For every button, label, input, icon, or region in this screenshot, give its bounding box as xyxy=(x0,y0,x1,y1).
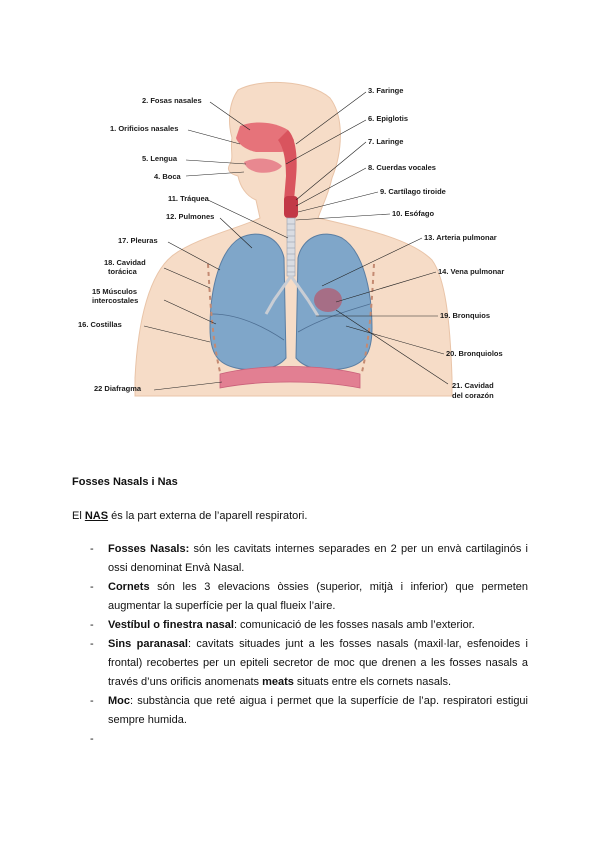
list-item: - Moc: substància que reté aigua i permet que la superfície de l’ap. respiratori estigui sempre humida. xyxy=(90,695,528,726)
term-fosses-nasals: Fosses Nasals: xyxy=(108,543,190,555)
list-item: - Sins paranasal: cavitats situades junt a les fosses nasals (maxil·lar, esfenoides i frontal) recobertes per un epiteli secretor de moc que drenen a les fosses nasals a través d’uns orificis anomenats meats situats entre els cornets nasals. xyxy=(90,638,528,688)
intro-paragraph xyxy=(72,510,307,522)
label-lengua: 5. Lengua xyxy=(142,154,178,163)
label-musculos-intercostales-1: 15 Músculos xyxy=(92,287,138,296)
label-faringe: 3. Faringe xyxy=(368,86,404,95)
label-boca: 4. Boca xyxy=(154,172,181,181)
definitions-list: - Fosses Nasals: són les cavitats internes separades en 2 per un envà cartilaginós i ossi denominat Envà Nasal. - Cornets són les 3 elevacions òssies (superior, mitjà i inferior) que permeten augmentar la superfície per la qual flueix l’aire. - Vestíbul o finestra nasal: comunicació de les fosses nasals amb l’exterior. - Sins paranasal: cavitats situades junt a les fosses nasals (maxil·lar, esfenoides i frontal) recobertes per un epiteli secretor de moc que drenen a les fosses nasals a través d’uns orificis anomenats meats situats entre els cornets nasals. - Moc: substància que reté aigua i permet que la superfície de l’ap. respiratori estigui sempre humida. - xyxy=(72,540,528,730)
label-cavidad-corazon-2: del corazón xyxy=(452,391,494,400)
trachea xyxy=(287,218,295,276)
definition-text: : substància que reté aigua i permet que la superfície de l’ap. respiratori estigui sempre humida. xyxy=(108,695,528,726)
label-traquea: 11. Tráquea xyxy=(168,194,209,203)
label-epiglotis: 6. Epiglotis xyxy=(368,114,409,123)
larynx xyxy=(284,196,298,218)
list-item: - Vestíbul o finestra nasal: comunicació de les fosses nasals amb l’exterior. xyxy=(90,619,475,631)
label-arteria-pulmonar: 13. Arteria pulmonar xyxy=(424,233,497,242)
heart-area xyxy=(314,288,342,312)
term-vestibul: Vestíbul o finestra nasal xyxy=(108,619,234,631)
label-orificios-nasales: 1. Orificios nasales xyxy=(110,124,179,133)
label-fosas-nasales: 2. Fosas nasales xyxy=(142,96,202,105)
intro-term-nas: NAS xyxy=(84,510,109,522)
label-pulmones: 12. Pulmones xyxy=(166,212,215,221)
label-bronquiolos: 20. Bronquiolos xyxy=(446,349,503,358)
definition-text: són les 3 elevacions òssies (superior, mitjà i inferior) que permeten augmentar la superfície per la qual flueix l’aire. xyxy=(108,581,528,612)
definition-text: : cavitats situades junt a les fosses nasals (maxil·lar, esfenoides i frontal) recobertes per un epiteli secretor de moc que drenen a les fosses nasals a través d’uns orificis anomenats xyxy=(108,638,528,688)
intro-suffix: és la part externa de l’aparell respiratori. xyxy=(108,510,308,522)
definition-text: : comunicació de les fosses nasals amb l’exterior. xyxy=(233,619,475,631)
term-moc: Moc xyxy=(108,695,130,707)
term-sins-paranasal: Sins paranasal xyxy=(108,638,188,650)
definition-text-tail: situats entre els cornets nasals. xyxy=(293,676,452,688)
label-musculos-intercostales-2: intercostales xyxy=(92,296,139,305)
term-cornets: Cornets xyxy=(108,581,150,593)
label-diafragma: 22 Diafragma xyxy=(94,384,142,393)
label-cavidad-toracica-1: 18. Cavidad xyxy=(104,258,146,267)
label-cavidad-corazon-1: 21. Cavidad xyxy=(452,381,494,390)
label-costillas: 16. Costillas xyxy=(78,320,122,329)
respiratory-system-diagram xyxy=(60,78,540,408)
label-vena-pulmonar: 14. Vena pulmonar xyxy=(438,267,505,276)
label-laringe: 7. Laringe xyxy=(368,137,404,146)
label-bronquios: 19. Bronquios xyxy=(440,311,491,320)
label-pleuras: 17. Pleuras xyxy=(118,236,158,245)
label-cuerdas-vocales: 8. Cuerdas vocales xyxy=(368,163,436,172)
intro-prefix: El xyxy=(72,510,85,522)
definition-text: són les cavitats internes separades en 2 per un envà cartilaginós i ossi denominat Envà Nasal. xyxy=(108,543,528,574)
label-esofago: 10. Esófago xyxy=(392,209,435,218)
list-item: - Cornets són les 3 elevacions òssies (superior, mitjà i inferior) que permeten augmentar la superfície per la qual flueix l’aire. xyxy=(90,581,528,612)
list-item: - Fosses Nasals: són les cavitats internes separades en 2 per un envà cartilaginós i ossi denominat Envà Nasal. xyxy=(90,543,528,574)
label-cavidad-toracica-2: torácica xyxy=(108,267,137,276)
term-meats: meats xyxy=(262,676,294,688)
section-heading: Fosses Nasals i Nas xyxy=(72,476,178,488)
label-cartilago-tiroide: 9. Cartílago tiroide xyxy=(380,187,446,196)
